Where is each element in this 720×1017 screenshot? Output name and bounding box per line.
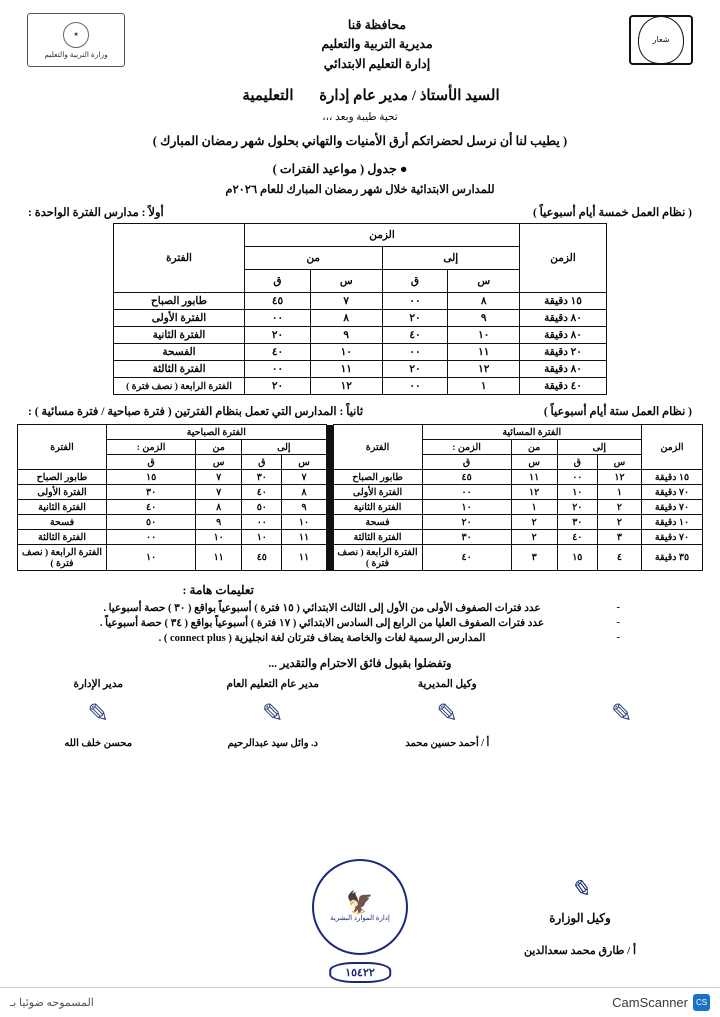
ministry-label: وزارة التربية والتعليم [44, 49, 108, 59]
salutation-part2: التعليمية [242, 88, 294, 105]
cell-ev-from-hour: ١٢ [511, 485, 557, 500]
greeting-line: تحية طيبة وبعد ،،، [322, 112, 398, 124]
th-ev-from-min: ق [422, 455, 511, 470]
cell-from-min: ٤٥ [245, 293, 311, 310]
table-row [114, 361, 607, 378]
ministry-logo [26, 14, 126, 66]
notes-list [40, 602, 660, 644]
official-stamp [312, 859, 408, 955]
th-time-group: الزمن [245, 224, 520, 247]
table-row [18, 530, 703, 545]
th-evening-title: الفترة المسائية [422, 425, 641, 440]
subject-line: للمدارس الابتدائية خلال شهر رمضان المبارك للعام ٢٠٢٦م [225, 184, 495, 197]
list-item: - عدد فترات الصفوف الأولى من الأول إلى الثالث الابتدائي ( ١٥ فترة ) أسبوعياً بواقع ( ٣٠ ) حصة أسبوعيا . [40, 602, 620, 614]
cell-to-min: ٢٠ [382, 361, 448, 378]
cell-mo-from-min: ٣٠ [107, 485, 196, 500]
signature-row [0, 670, 720, 749]
cell-ev-from-hour: ١١ [511, 470, 557, 485]
cell-mo-period: طابور الصباح [18, 470, 107, 485]
cell-duration: ١٠ دقيقة [642, 515, 703, 530]
cell-mo-from-hour: ١٠ [196, 530, 242, 545]
th-morning-from: من [196, 440, 242, 455]
cell-ev-to-hour: ٢ [597, 500, 641, 515]
signature-block-deputy-minister [480, 867, 680, 957]
th-from: من [245, 247, 383, 270]
signature-block-wakil-wazara [544, 678, 700, 749]
cell-to-hour: ٨ [448, 293, 520, 310]
table-row [18, 470, 703, 485]
header-line-3: إدارة التعليم الابتدائي [323, 56, 431, 71]
signature-role: مدير الإدارة [73, 679, 123, 691]
section1-note: ( نظام العمل خمسة أيام أسبوعياً ) [532, 207, 692, 220]
signature-block-wakil-modireya [369, 678, 525, 749]
th-ev-to-min: ق [557, 455, 597, 470]
scanner-footer [0, 987, 720, 1017]
header-line-1: محافظة قنا [347, 18, 407, 32]
cell-ev-from-min: ٤٠ [422, 545, 511, 571]
signature-block-general-manager [195, 678, 351, 749]
th-period-evening: الفترة [333, 425, 422, 470]
cell-mo-to-hour: ١٠ [282, 515, 326, 530]
closing-line: وتفضلوا بقبول فائق الاحترام والتقدير ... [268, 658, 452, 671]
camscanner-brand [612, 994, 710, 1011]
table-row [114, 310, 607, 327]
section2-title: ثانياً : المدارس التي تعمل بنظام الفترتين ( فترة صباحية / فترة مسائية ) : [28, 406, 364, 419]
th-ev-to-hour: س [597, 455, 641, 470]
th-period-morning: الفترة [18, 425, 107, 470]
header-titles [126, 14, 628, 74]
eagle-icon: 🦅 [346, 889, 374, 915]
signature-scribble: ✎ [569, 876, 591, 903]
wish-line: ( يطيب لنا أن نرسل لحضراتكم أرق الأمنيات والتهاني بحلول شهر رمضان المبارك ) [152, 134, 568, 149]
table-header-row [18, 425, 703, 440]
signature-role: وكيل الوزارة [549, 911, 611, 925]
cell-duration: ٢٠ دقيقة [520, 344, 607, 361]
cell-mo-from-min: ١٠ [107, 545, 196, 571]
list-item: - المدارس الرسمية لغات والخاصة يضاف فترتان لغة انجليزية ( connect plus ) . [40, 632, 620, 644]
table-row [114, 293, 607, 310]
cell-period: طابور الصباح [114, 293, 245, 310]
cell-to-hour: ١٢ [448, 361, 520, 378]
stamp-number: ١٥٤٢٢ [329, 962, 391, 983]
cell-mo-from-hour: ١١ [196, 545, 242, 571]
cell-from-hour: ١٢ [310, 378, 382, 395]
cell-duration: ١٥ دقيقة [520, 293, 607, 310]
cell-mo-period: الفترة الثانية [18, 500, 107, 515]
section1-title: أولاً : مدارس الفترة الواحدة : [28, 207, 164, 220]
header-line-2: مديرية التربية والتعليم [321, 37, 433, 52]
cell-ev-to-min: ٠٠ [557, 470, 597, 485]
two-period-table [17, 424, 703, 571]
crest-label: شعار [652, 34, 670, 44]
cell-duration: ٨٠ دقيقة [520, 310, 607, 327]
list-item: - عدد فترات الصفوف العليا من الرابع إلى السادس الابتدائي ( ١٧ فترة ) أسبوعياً بواقع ( ٣٤ ) حصة أسبوعياً . [40, 617, 620, 629]
scanned-label: المسموحه ضوئيا بـ [10, 997, 94, 1009]
cell-from-min: ٠٠ [245, 310, 311, 327]
th-morning-time-label: الزمن : [107, 440, 196, 455]
cell-ev-from-hour: ٢ [511, 515, 557, 530]
cell-ev-to-min: ٤٠ [557, 530, 597, 545]
signature-scribble: ✎ [261, 699, 284, 730]
cell-mo-from-min: ٥٠ [107, 515, 196, 530]
th-mo-to-hour: س [282, 455, 326, 470]
cell-mo-from-hour: ٧ [196, 470, 242, 485]
cell-ev-to-hour: ٢ [597, 515, 641, 530]
cell-ev-from-hour: ٣ [511, 545, 557, 571]
section1-head [28, 205, 692, 219]
cell-mo-period: الفترة الثالثة [18, 530, 107, 545]
cell-ev-period: الفترة الثالثة [333, 530, 422, 545]
th-to-min: ق [382, 270, 448, 293]
governorate-seal-box [629, 15, 693, 65]
cell-mo-period: فسحة [18, 515, 107, 530]
th-evening-to: إلى [557, 440, 641, 455]
cell-mo-period: الفترة الأولى [18, 485, 107, 500]
single-period-table [113, 223, 607, 395]
cell-to-min: ٠٠ [382, 378, 448, 395]
cell-mo-to-min: ٣٠ [242, 470, 282, 485]
cell-ev-to-hour: ٤ [597, 545, 641, 571]
cell-ev-from-hour: ٢ [511, 530, 557, 545]
cell-duration: ٧٠ دقيقة [642, 485, 703, 500]
signature-name: محسن خلف الله [64, 738, 133, 750]
cell-mo-to-min: ٠٠ [242, 515, 282, 530]
subject-bullet: ● جدول ( مواعيد الفترات ) [272, 162, 408, 177]
cell-mo-from-hour: ٧ [196, 485, 242, 500]
table-row [114, 378, 607, 395]
th-morning-title: الفترة الصباحية [107, 425, 327, 440]
cell-ev-to-hour: ٣ [597, 530, 641, 545]
cell-mo-period: الفترة الرابعة ( نصف فترة ) [18, 545, 107, 571]
signature-scribble: ✎ [610, 699, 633, 730]
cell-from-min: ٢٠ [245, 327, 311, 344]
cell-to-min: ٢٠ [382, 310, 448, 327]
cell-to-hour: ١٠ [448, 327, 520, 344]
camscanner-name: CamScanner [612, 995, 688, 1010]
cell-ev-from-min: ٠٠ [422, 485, 511, 500]
th-period: الفترة [114, 224, 245, 293]
th-from-min: ق [245, 270, 311, 293]
table-divider [326, 425, 333, 571]
table-row [114, 327, 607, 344]
section2-note: ( نظام العمل ستة أيام أسبوعياً ) [543, 406, 692, 419]
cell-from-min: ٠٠ [245, 361, 311, 378]
th-duration: الزمن [520, 224, 607, 293]
th-ev-from-hour: س [511, 455, 557, 470]
cell-ev-period: الفترة الرابعة ( نصف فترة ) [333, 545, 422, 571]
cell-mo-from-min: ١٥ [107, 470, 196, 485]
signature-scribble: ✎ [87, 699, 110, 730]
th-mo-from-hour: س [196, 455, 242, 470]
notes-title: تعليمات هامة : [182, 583, 254, 598]
cell-ev-to-min: ١٥ [557, 545, 597, 571]
cell-ev-period: الفترة الأولى [333, 485, 422, 500]
table-row [18, 500, 703, 515]
cell-ev-from-min: ٢٠ [422, 515, 511, 530]
stamp-text: إدارة الموارد البشرية [330, 913, 390, 922]
signature-name: أ / أحمد حسين محمد [405, 738, 490, 750]
ministry-seal-icon: ★ [63, 22, 89, 48]
cell-duration: ٨٠ دقيقة [520, 361, 607, 378]
cell-mo-to-hour: ١١ [282, 545, 326, 571]
table-header-row [114, 224, 607, 247]
cell-mo-from-hour: ٨ [196, 500, 242, 515]
signature-scribble: ✎ [436, 699, 459, 730]
cell-ev-period: فسحة [333, 515, 422, 530]
cell-ev-to-hour: ١٢ [597, 470, 641, 485]
cell-ev-from-hour: ١ [511, 500, 557, 515]
cell-ev-from-min: ١٠ [422, 500, 511, 515]
cell-from-min: ٢٠ [245, 378, 311, 395]
governorate-seal [628, 14, 694, 66]
section2-head [28, 404, 692, 418]
ministry-logo-box [27, 13, 125, 67]
cell-duration: ٧٠ دقيقة [642, 530, 703, 545]
cell-mo-from-hour: ٩ [196, 515, 242, 530]
subject-bullet-text: جدول ( مواعيد الفترات ) [272, 162, 397, 177]
cell-duration: ٨٠ دقيقة [520, 327, 607, 344]
cell-mo-to-min: ٤٠ [242, 485, 282, 500]
cell-duration: ٧٠ دقيقة [642, 500, 703, 515]
cell-period: الفترة الرابعة ( نصف فترة ) [114, 378, 245, 395]
th-morning-to: إلى [242, 440, 326, 455]
camscanner-badge-icon: CS [693, 994, 710, 1011]
cell-from-hour: ٨ [310, 310, 382, 327]
th-mo-from-min: ق [107, 455, 196, 470]
cell-ev-from-min: ٣٠ [422, 530, 511, 545]
cell-mo-to-min: ١٠ [242, 530, 282, 545]
signature-block-director [20, 678, 176, 749]
cell-to-hour: ١١ [448, 344, 520, 361]
cell-ev-to-min: ١٠ [557, 485, 597, 500]
salutation-part1: السيد الأستاذ / مدير عام إدارة [319, 88, 500, 105]
cell-mo-to-min: ٥٠ [242, 500, 282, 515]
cell-duration: ١٥ دقيقة [642, 470, 703, 485]
cell-to-min: ٠٠ [382, 293, 448, 310]
cell-mo-to-min: ٤٥ [242, 545, 282, 571]
cell-mo-from-min: ٤٠ [107, 500, 196, 515]
cell-to-hour: ٩ [448, 310, 520, 327]
cell-from-hour: ٩ [310, 327, 382, 344]
table-row [18, 545, 703, 571]
cell-ev-period: الفترة الثانية [333, 500, 422, 515]
cell-duration: ٣٥ دقيقة [642, 545, 703, 571]
th-to-hour: س [448, 270, 520, 293]
cell-mo-from-min: ٠٠ [107, 530, 196, 545]
cell-ev-to-min: ٣٠ [557, 515, 597, 530]
th-evening-from: من [511, 440, 557, 455]
crest-icon [638, 16, 684, 64]
salutation [0, 86, 720, 105]
cell-to-min: ٠٠ [382, 344, 448, 361]
th-from-hour: س [310, 270, 382, 293]
th-evening-time-label: الزمن : [422, 440, 511, 455]
cell-period: الفسحة [114, 344, 245, 361]
table-row [114, 344, 607, 361]
cell-mo-to-hour: ٧ [282, 470, 326, 485]
table-row [18, 485, 703, 500]
signature-name: أ / طارق محمد سعدالدين [523, 945, 637, 957]
cell-from-min: ٤٠ [245, 344, 311, 361]
th-to: إلى [382, 247, 519, 270]
cell-period: الفترة الثالثة [114, 361, 245, 378]
cell-period: الفترة الأولى [114, 310, 245, 327]
cell-ev-period: طابور الصباح [333, 470, 422, 485]
signature-name: د. وائل سيد عبدالرحيم [227, 738, 318, 750]
cell-to-min: ٤٠ [382, 327, 448, 344]
cell-ev-to-hour: ١ [597, 485, 641, 500]
cell-mo-to-hour: ٩ [282, 500, 326, 515]
document-header [0, 0, 720, 74]
table-row [18, 515, 703, 530]
signature-role: مدير عام التعليم العام [226, 679, 320, 691]
cell-from-hour: ٧ [310, 293, 382, 310]
signature-role: وكيل المديرية [417, 679, 477, 691]
cell-from-hour: ١٠ [310, 344, 382, 361]
cell-to-hour: ١ [448, 378, 520, 395]
th-duration-evening: الزمن [642, 425, 703, 470]
cell-duration: ٤٠ دقيقة [520, 378, 607, 395]
cell-mo-to-hour: ١١ [282, 530, 326, 545]
th-mo-to-min: ق [242, 455, 282, 470]
cell-from-hour: ١١ [310, 361, 382, 378]
two-period-table-wrap [16, 424, 704, 571]
cell-period: الفترة الثانية [114, 327, 245, 344]
cell-mo-to-hour: ٨ [282, 485, 326, 500]
cell-ev-from-min: ٤٥ [422, 470, 511, 485]
cell-ev-to-min: ٢٠ [557, 500, 597, 515]
